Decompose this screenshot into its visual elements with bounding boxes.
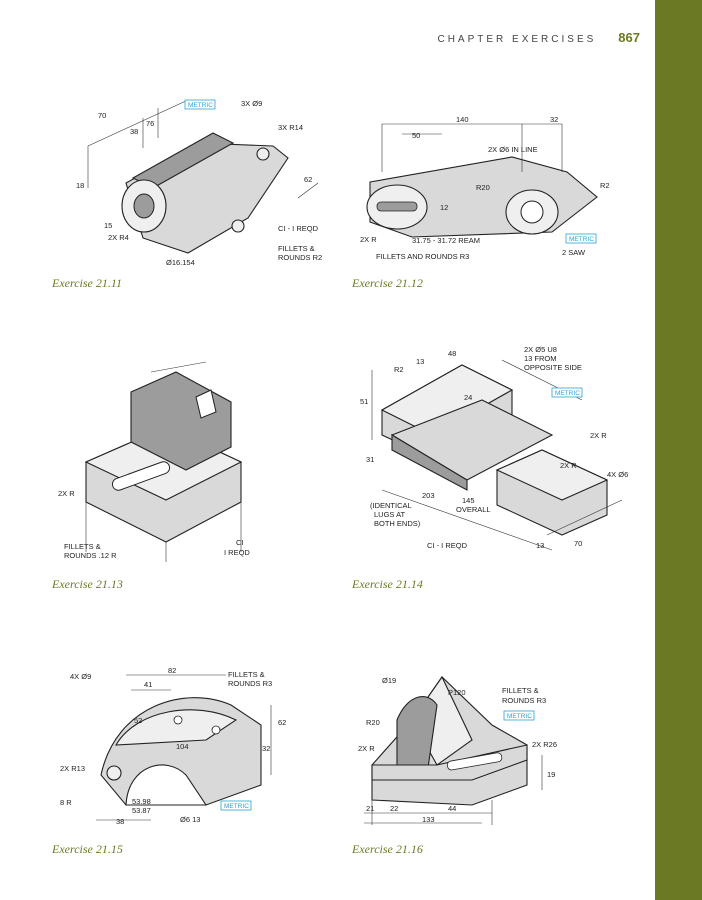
dim-label: 133 xyxy=(422,815,435,824)
note-label: ROUNDS R3 xyxy=(502,696,547,705)
dim-label: 76 xyxy=(146,119,155,128)
dim-label: 31 xyxy=(366,455,375,464)
figure-21-16 xyxy=(352,665,592,830)
dim-label: 2X R xyxy=(560,461,577,470)
note-label: CI - I REQD xyxy=(278,224,319,233)
dim-label: 104 xyxy=(176,742,189,751)
dim-label: 21 xyxy=(366,804,375,813)
svg-text:METRIC: METRIC xyxy=(224,803,249,810)
dim-label: 2X R4 xyxy=(108,233,129,242)
dim-label: 12 xyxy=(440,203,449,212)
note-label: 2X Ø5 U8 xyxy=(524,345,557,354)
dim-label: R20 xyxy=(476,183,490,192)
drawing-21-16 xyxy=(352,665,592,830)
note-label: 13 FROM xyxy=(524,354,557,363)
metric-badge xyxy=(552,388,582,397)
caption-21-12: Exercise 21.12 xyxy=(352,276,423,290)
dim-label: R20 xyxy=(366,718,380,727)
note-label: I REQD xyxy=(224,548,250,557)
dim-label: 82 xyxy=(168,666,177,675)
caption-21-13: Exercise 21.13 xyxy=(52,577,123,591)
chapter-label: CHAPTER EXERCISES xyxy=(437,34,597,45)
caption-21-11: Exercise 21.11 xyxy=(52,276,122,290)
dim-label: Ø6 13 xyxy=(180,815,201,824)
dim-label: 15 xyxy=(104,221,113,230)
note-label: OPPOSITE SIDE xyxy=(524,363,582,372)
dim-label: 2X Ø6 IN LINE xyxy=(488,145,538,154)
note-label: FILLETS AND ROUNDS R3 xyxy=(376,252,470,261)
dim-label: R2 xyxy=(394,365,404,374)
dim-label: 38 xyxy=(130,127,139,136)
note-label: FILLETS & xyxy=(502,686,539,695)
drawing-21-12 xyxy=(352,112,617,264)
figure-21-15 xyxy=(56,665,311,830)
dim-label: 22 xyxy=(390,804,399,813)
dim-label: 203 xyxy=(422,491,435,500)
drawing-21-13 xyxy=(56,352,276,567)
drawing-21-11 xyxy=(48,88,338,270)
dim-label: 2X R xyxy=(358,744,375,753)
note-label: LUGS AT xyxy=(374,510,406,519)
dim-label: 52 xyxy=(134,716,143,725)
part-body-21-13 xyxy=(86,362,241,562)
dim-label: 53.87 xyxy=(132,806,151,815)
note-label: CI - I REQD xyxy=(427,541,468,550)
dim-label: 4X Ø9 xyxy=(70,672,92,681)
dim-label: 2X R xyxy=(360,235,377,244)
dim-label: 145 xyxy=(462,496,475,505)
dim-label: 2X R26 xyxy=(532,740,558,749)
note-label: ROUNDS .12 R xyxy=(64,551,117,560)
dim-label: Ø19 xyxy=(382,676,397,685)
note-label: FILLETS & xyxy=(278,244,315,253)
running-head xyxy=(420,30,640,45)
part-body-21-12 xyxy=(367,124,597,237)
note-label: 2 SAW xyxy=(562,248,586,257)
dim-label: P120 xyxy=(448,688,466,697)
metric-badge xyxy=(504,711,534,720)
side-color-bar xyxy=(655,0,702,900)
note-label: ROUNDS R2 xyxy=(278,253,323,262)
figure-21-14 xyxy=(352,340,642,565)
dim-label: 3X Ø9 xyxy=(241,99,263,108)
note-label: OVERALL xyxy=(456,505,491,514)
dim-label: 2X R xyxy=(590,431,607,440)
dim-label: 50 xyxy=(412,131,421,140)
metric-badge xyxy=(566,234,596,243)
svg-text:METRIC: METRIC xyxy=(507,713,532,720)
dim-label: 3X R14 xyxy=(278,123,304,132)
dim-label: 41 xyxy=(144,680,153,689)
dim-label: 53.98 xyxy=(132,797,151,806)
note-label: (IDENTICAL xyxy=(370,501,412,510)
dim-label: R2 xyxy=(600,181,610,190)
dim-label: 48 xyxy=(448,349,457,358)
dim-label: 62 xyxy=(304,175,313,184)
dim-label: 13 xyxy=(536,541,545,550)
note-label: BOTH ENDS) xyxy=(374,519,421,528)
dim-label: 18 xyxy=(76,181,85,190)
drawing-21-15 xyxy=(56,665,311,830)
dim-label: 44 xyxy=(448,804,457,813)
dim-label: 70 xyxy=(574,539,583,548)
dim-label: 2X R xyxy=(58,489,75,498)
metric-badge xyxy=(221,801,251,810)
caption-21-15: Exercise 21.15 xyxy=(52,842,123,856)
figure-21-12 xyxy=(352,112,617,264)
figure-21-13 xyxy=(56,352,276,567)
dim-label: 2X R13 xyxy=(60,764,86,773)
note-label: FILLETS & xyxy=(64,542,101,551)
dim-label: 24 xyxy=(464,393,473,402)
figure-21-11 xyxy=(48,88,338,270)
note-label: CI xyxy=(236,538,244,547)
dim-label: Ø16.154 xyxy=(166,258,195,267)
note-label: FILLETS & xyxy=(228,670,265,679)
dim-label: 13 xyxy=(416,357,425,366)
svg-text:METRIC: METRIC xyxy=(188,102,213,109)
dim-label: 38 xyxy=(116,817,125,826)
dim-label: 8 R xyxy=(60,798,72,807)
page-number: 867 xyxy=(618,30,640,45)
note-label: 31.75 - 31.72 REAM xyxy=(412,236,480,245)
dim-label: 19 xyxy=(547,770,556,779)
svg-text:METRIC: METRIC xyxy=(569,236,594,243)
dim-label: 140 xyxy=(456,115,469,124)
dim-label: 32 xyxy=(262,744,271,753)
drawing-21-14 xyxy=(352,340,642,565)
note-label: ROUNDS R3 xyxy=(228,679,273,688)
dim-label: 62 xyxy=(278,718,287,727)
dim-label: 51 xyxy=(360,397,369,406)
metric-badge xyxy=(185,100,215,109)
dim-label: 70 xyxy=(98,111,107,120)
dim-label: 32 xyxy=(550,115,559,124)
svg-text:METRIC: METRIC xyxy=(555,390,580,397)
caption-21-14: Exercise 21.14 xyxy=(352,577,423,591)
caption-21-16: Exercise 21.16 xyxy=(352,842,423,856)
dim-label: 4X Ø6 xyxy=(607,470,629,479)
